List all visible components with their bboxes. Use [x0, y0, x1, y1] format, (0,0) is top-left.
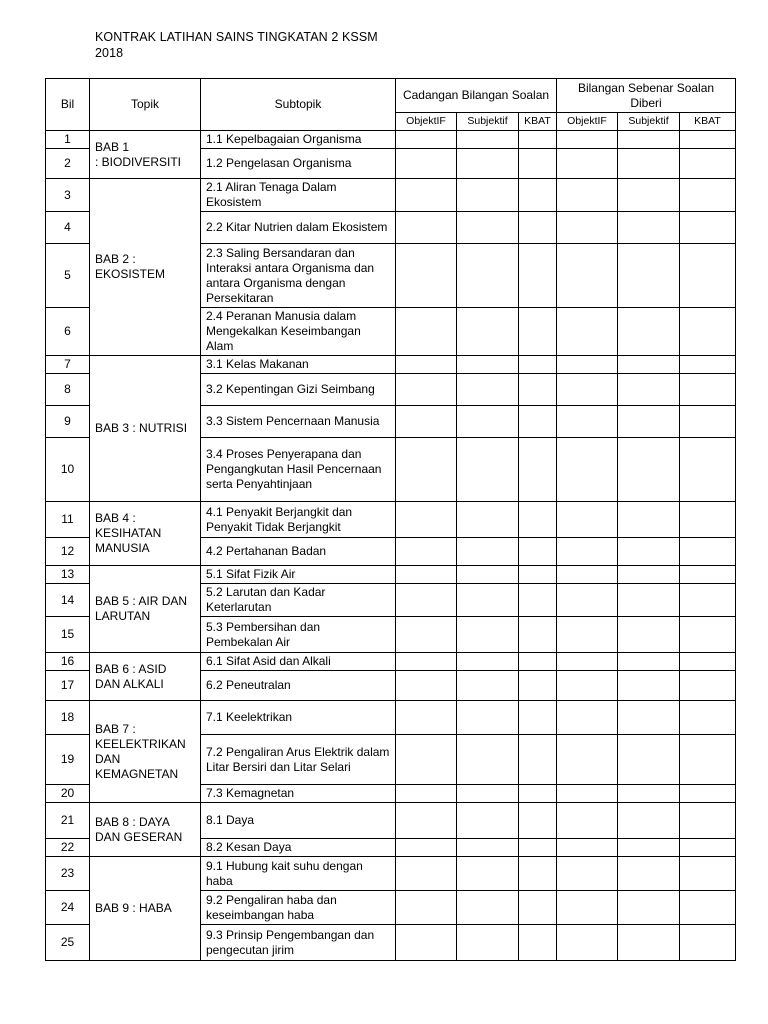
cell-sebenar-objektif[interactable] — [557, 502, 618, 538]
table-row — [46, 356, 736, 374]
row-subtopik: 8.1 Daya — [201, 803, 396, 839]
header-topik: Topik — [90, 79, 201, 131]
cell-cadangan-objektif[interactable] — [396, 502, 457, 538]
cell-cadangan-subjektif[interactable] — [457, 244, 519, 308]
cell-cadangan-kbat[interactable] — [519, 438, 557, 502]
cell-cadangan-subjektif[interactable] — [457, 701, 519, 735]
row-subtopik: 9.2 Pengaliran haba dan keseimbangan haba — [201, 891, 396, 925]
cell-cadangan-objektif[interactable] — [396, 803, 457, 839]
cell-sebenar-subjektif[interactable] — [618, 406, 680, 438]
row-subtopik: 2.2 Kitar Nutrien dalam Ekosistem — [201, 212, 396, 244]
row-bil: 2 — [46, 149, 90, 179]
cell-sebenar-objektif[interactable] — [557, 538, 618, 566]
row-subtopik: 3.2 Kepentingan Gizi Seimbang — [201, 374, 396, 406]
row-bil: 16 — [46, 653, 90, 671]
header-cadangan-kbat: KBAT — [519, 113, 557, 131]
cell-sebenar-objektif[interactable] — [557, 566, 618, 584]
cell-sebenar-objektif[interactable] — [557, 308, 618, 356]
cell-cadangan-objektif[interactable] — [396, 131, 457, 149]
row-subtopik: 2.3 Saling Bersandaran dan Interaksi antara Organisma dan antara Organisma dengan Persekitaran — [201, 244, 396, 308]
cell-cadangan-kbat[interactable] — [519, 566, 557, 584]
row-subtopik: 7.1 Keelektrikan — [201, 701, 396, 735]
cell-cadangan-objektif[interactable] — [396, 891, 457, 925]
cell-sebenar-objektif[interactable] — [557, 785, 618, 803]
cell-sebenar-subjektif[interactable] — [618, 438, 680, 502]
cell-cadangan-kbat[interactable] — [519, 925, 557, 961]
cell-sebenar-objektif[interactable] — [557, 179, 618, 212]
cell-cadangan-subjektif[interactable] — [457, 617, 519, 653]
cell-sebenar-subjektif[interactable] — [618, 803, 680, 839]
cell-sebenar-objektif[interactable] — [557, 406, 618, 438]
row-subtopik: 4.2 Pertahanan Badan — [201, 538, 396, 566]
cell-cadangan-subjektif[interactable] — [457, 566, 519, 584]
cell-cadangan-kbat[interactable] — [519, 653, 557, 671]
row-bil: 17 — [46, 671, 90, 701]
cell-cadangan-subjektif[interactable] — [457, 212, 519, 244]
cell-sebenar-subjektif[interactable] — [618, 653, 680, 671]
row-topik: BAB 2 : EKOSISTEM — [90, 179, 201, 356]
row-subtopik: 3.1 Kelas Makanan — [201, 356, 396, 374]
cell-sebenar-kbat[interactable] — [680, 566, 736, 584]
table-row — [46, 701, 736, 735]
cell-cadangan-subjektif[interactable] — [457, 653, 519, 671]
cell-cadangan-kbat[interactable] — [519, 735, 557, 785]
header-subtopik: Subtopik — [201, 79, 396, 131]
header-cadangan-objektif: ObjektIF — [396, 113, 457, 131]
cell-cadangan-subjektif[interactable] — [457, 925, 519, 961]
cell-cadangan-objektif[interactable] — [396, 244, 457, 308]
cell-cadangan-kbat[interactable] — [519, 617, 557, 653]
row-subtopik: 6.1 Sifat Asid dan Alkali — [201, 653, 396, 671]
cell-sebenar-subjektif[interactable] — [618, 584, 680, 617]
cell-cadangan-subjektif[interactable] — [457, 735, 519, 785]
row-bil: 15 — [46, 617, 90, 653]
row-bil: 9 — [46, 406, 90, 438]
cell-cadangan-objektif[interactable] — [396, 406, 457, 438]
cell-sebenar-objektif[interactable] — [557, 212, 618, 244]
cell-cadangan-subjektif[interactable] — [457, 839, 519, 857]
table-row — [46, 857, 736, 891]
cell-cadangan-objektif[interactable] — [396, 653, 457, 671]
cell-sebenar-objektif[interactable] — [557, 356, 618, 374]
table-row — [46, 803, 736, 839]
row-subtopik: 1.2 Pengelasan Organisma — [201, 149, 396, 179]
cell-cadangan-subjektif[interactable] — [457, 438, 519, 502]
cell-sebenar-objektif[interactable] — [557, 925, 618, 961]
cell-sebenar-subjektif[interactable] — [618, 356, 680, 374]
cell-sebenar-subjektif[interactable] — [618, 308, 680, 356]
row-subtopik: 3.3 Sistem Pencernaan Manusia — [201, 406, 396, 438]
row-subtopik: 2.4 Peranan Manusia dalam Mengekalkan Keseimbangan Alam — [201, 308, 396, 356]
table-body — [46, 131, 736, 961]
cell-cadangan-objektif[interactable] — [396, 925, 457, 961]
cell-cadangan-objektif[interactable] — [396, 149, 457, 179]
cell-cadangan-kbat[interactable] — [519, 179, 557, 212]
cell-sebenar-subjektif[interactable] — [618, 566, 680, 584]
row-subtopik: 7.2 Pengaliran Arus Elektrik dalam Litar Bersiri dan Litar Selari — [201, 735, 396, 785]
cell-sebenar-kbat[interactable] — [680, 701, 736, 735]
row-bil: 3 — [46, 179, 90, 212]
row-bil: 11 — [46, 502, 90, 538]
cell-sebenar-subjektif[interactable] — [618, 925, 680, 961]
table-row — [46, 502, 736, 538]
cell-cadangan-objektif[interactable] — [396, 538, 457, 566]
cell-sebenar-objektif[interactable] — [557, 374, 618, 406]
row-bil: 4 — [46, 212, 90, 244]
row-topik: BAB 3 : NUTRISI — [90, 356, 201, 502]
cell-cadangan-subjektif[interactable] — [457, 179, 519, 212]
cell-cadangan-objektif[interactable] — [396, 735, 457, 785]
header-sebenar-kbat: KBAT — [680, 113, 736, 131]
cell-cadangan-kbat[interactable] — [519, 701, 557, 735]
title-line-1: KONTRAK LATIHAN SAINS TINGKATAN 2 KSSM — [95, 30, 378, 44]
cell-cadangan-objektif[interactable] — [396, 857, 457, 891]
row-subtopik: 5.3 Pembersihan dan Pembekalan Air — [201, 617, 396, 653]
header-cadangan: Cadangan Bilangan Soalan — [396, 79, 557, 113]
cell-cadangan-objektif[interactable] — [396, 438, 457, 502]
cell-sebenar-kbat[interactable] — [680, 857, 736, 891]
cell-sebenar-kbat[interactable] — [680, 785, 736, 803]
cell-sebenar-kbat[interactable] — [680, 617, 736, 653]
table-row — [46, 179, 736, 212]
cell-cadangan-kbat[interactable] — [519, 149, 557, 179]
cell-cadangan-kbat[interactable] — [519, 839, 557, 857]
cell-cadangan-kbat[interactable] — [519, 891, 557, 925]
cell-sebenar-subjektif[interactable] — [618, 502, 680, 538]
cell-cadangan-objektif[interactable] — [396, 785, 457, 803]
cell-sebenar-subjektif[interactable] — [618, 839, 680, 857]
cell-sebenar-kbat[interactable] — [680, 925, 736, 961]
cell-sebenar-kbat[interactable] — [680, 356, 736, 374]
cell-cadangan-subjektif[interactable] — [457, 891, 519, 925]
cell-sebenar-kbat[interactable] — [680, 891, 736, 925]
cell-cadangan-kbat[interactable] — [519, 538, 557, 566]
cell-sebenar-subjektif[interactable] — [618, 701, 680, 735]
header-cadangan-subjektif: Subjektif — [457, 113, 519, 131]
cell-cadangan-objektif[interactable] — [396, 566, 457, 584]
cell-cadangan-objektif[interactable] — [396, 584, 457, 617]
row-subtopik: 8.2 Kesan Daya — [201, 839, 396, 857]
cell-cadangan-kbat[interactable] — [519, 502, 557, 538]
cell-sebenar-objektif[interactable] — [557, 857, 618, 891]
cell-sebenar-objektif[interactable] — [557, 438, 618, 502]
cell-sebenar-objektif[interactable] — [557, 803, 618, 839]
cell-sebenar-subjektif[interactable] — [618, 891, 680, 925]
row-subtopik: 3.4 Proses Penyerapana dan Pengangkutan Hasil Pencernaan serta Penyahtinjaan — [201, 438, 396, 502]
cell-cadangan-kbat[interactable] — [519, 803, 557, 839]
cell-sebenar-kbat[interactable] — [680, 179, 736, 212]
cell-cadangan-kbat[interactable] — [519, 671, 557, 701]
cell-cadangan-objektif[interactable] — [396, 374, 457, 406]
cell-cadangan-subjektif[interactable] — [457, 308, 519, 356]
cell-cadangan-kbat[interactable] — [519, 244, 557, 308]
cell-cadangan-kbat[interactable] — [519, 785, 557, 803]
cell-sebenar-kbat[interactable] — [680, 438, 736, 502]
cell-sebenar-subjektif[interactable] — [618, 374, 680, 406]
row-bil: 12 — [46, 538, 90, 566]
cell-sebenar-subjektif[interactable] — [618, 131, 680, 149]
cell-sebenar-kbat[interactable] — [680, 803, 736, 839]
cell-cadangan-subjektif[interactable] — [457, 374, 519, 406]
row-subtopik: 2.1 Aliran Tenaga Dalam Ekosistem — [201, 179, 396, 212]
cell-cadangan-kbat[interactable] — [519, 406, 557, 438]
header-sebenar: Bilangan Sebenar Soalan Diberi — [557, 79, 736, 113]
cell-cadangan-objektif[interactable] — [396, 701, 457, 735]
row-bil: 8 — [46, 374, 90, 406]
cell-sebenar-kbat[interactable] — [680, 671, 736, 701]
cell-sebenar-subjektif[interactable] — [618, 149, 680, 179]
cell-sebenar-subjektif[interactable] — [618, 538, 680, 566]
row-bil: 5 — [46, 244, 90, 308]
cell-sebenar-subjektif[interactable] — [618, 857, 680, 891]
table-row — [46, 131, 736, 149]
row-bil: 13 — [46, 566, 90, 584]
cell-cadangan-kbat[interactable] — [519, 356, 557, 374]
cell-sebenar-objektif[interactable] — [557, 671, 618, 701]
cell-sebenar-kbat[interactable] — [680, 502, 736, 538]
cell-cadangan-subjektif[interactable] — [457, 356, 519, 374]
row-subtopik: 5.1 Sifat Fizik Air — [201, 566, 396, 584]
row-subtopik: 9.1 Hubung kait suhu dengan haba — [201, 857, 396, 891]
cell-cadangan-subjektif[interactable] — [457, 857, 519, 891]
header-bil: Bil — [46, 79, 90, 131]
row-topik: BAB 8 : DAYA DAN GESERAN — [90, 803, 201, 857]
row-topik: BAB 9 : HABA — [90, 857, 201, 961]
cell-cadangan-kbat[interactable] — [519, 857, 557, 891]
row-subtopik: 5.2 Larutan dan Kadar Keterlarutan — [201, 584, 396, 617]
row-bil: 14 — [46, 584, 90, 617]
cell-sebenar-objektif[interactable] — [557, 149, 618, 179]
cell-cadangan-objektif[interactable] — [396, 179, 457, 212]
row-bil: 10 — [46, 438, 90, 502]
cell-sebenar-subjektif[interactable] — [618, 671, 680, 701]
cell-sebenar-objektif[interactable] — [557, 584, 618, 617]
table-row — [46, 566, 736, 584]
cell-sebenar-kbat[interactable] — [680, 244, 736, 308]
cell-sebenar-kbat[interactable] — [680, 308, 736, 356]
row-topik: BAB 1 : BIODIVERSITI — [90, 131, 201, 179]
row-bil: 20 — [46, 785, 90, 803]
kontrak-table — [45, 78, 736, 961]
header-sebenar-objektif: ObjektIF — [557, 113, 618, 131]
cell-cadangan-kbat[interactable] — [519, 212, 557, 244]
row-bil: 1 — [46, 131, 90, 149]
cell-cadangan-objektif[interactable] — [396, 356, 457, 374]
cell-sebenar-kbat[interactable] — [680, 374, 736, 406]
row-topik: BAB 7 : KEELEKTRIKAN DAN KEMAGNETAN — [90, 701, 201, 803]
cell-sebenar-kbat[interactable] — [680, 839, 736, 857]
cell-sebenar-objektif[interactable] — [557, 891, 618, 925]
cell-sebenar-objektif[interactable] — [557, 244, 618, 308]
cell-cadangan-subjektif[interactable] — [457, 131, 519, 149]
cell-cadangan-subjektif[interactable] — [457, 538, 519, 566]
cell-cadangan-subjektif[interactable] — [457, 671, 519, 701]
cell-sebenar-kbat[interactable] — [680, 406, 736, 438]
cell-cadangan-objektif[interactable] — [396, 308, 457, 356]
cell-cadangan-kbat[interactable] — [519, 308, 557, 356]
cell-sebenar-objektif[interactable] — [557, 131, 618, 149]
row-bil: 25 — [46, 925, 90, 961]
cell-cadangan-objektif[interactable] — [396, 212, 457, 244]
row-bil: 7 — [46, 356, 90, 374]
row-bil: 19 — [46, 735, 90, 785]
row-bil: 23 — [46, 857, 90, 891]
row-bil: 22 — [46, 839, 90, 857]
document-title — [95, 29, 378, 61]
cell-cadangan-subjektif[interactable] — [457, 149, 519, 179]
title-line-2: 2018 — [95, 46, 124, 60]
cell-sebenar-kbat[interactable] — [680, 131, 736, 149]
cell-sebenar-objektif[interactable] — [557, 701, 618, 735]
row-topik: BAB 4 : KESIHATAN MANUSIA — [90, 502, 201, 566]
row-bil: 18 — [46, 701, 90, 735]
cell-cadangan-objektif[interactable] — [396, 617, 457, 653]
header-sebenar-subjektif: Subjektif — [618, 113, 680, 131]
row-bil: 6 — [46, 308, 90, 356]
cell-cadangan-kbat[interactable] — [519, 584, 557, 617]
cell-cadangan-objektif[interactable] — [396, 839, 457, 857]
row-bil: 21 — [46, 803, 90, 839]
cell-cadangan-subjektif[interactable] — [457, 502, 519, 538]
cell-sebenar-subjektif[interactable] — [618, 179, 680, 212]
row-subtopik: 9.3 Prinsip Pengembangan dan pengecutan jirim — [201, 925, 396, 961]
row-topik: BAB 5 : AIR DAN LARUTAN — [90, 566, 201, 653]
table-row — [46, 653, 736, 671]
cell-cadangan-kbat[interactable] — [519, 131, 557, 149]
cell-cadangan-subjektif[interactable] — [457, 406, 519, 438]
row-bil: 24 — [46, 891, 90, 925]
cell-cadangan-subjektif[interactable] — [457, 803, 519, 839]
cell-sebenar-subjektif[interactable] — [618, 617, 680, 653]
cell-sebenar-objektif[interactable] — [557, 617, 618, 653]
cell-cadangan-subjektif[interactable] — [457, 785, 519, 803]
row-topik: BAB 6 : ASID DAN ALKALI — [90, 653, 201, 701]
cell-sebenar-kbat[interactable] — [680, 735, 736, 785]
cell-sebenar-subjektif[interactable] — [618, 212, 680, 244]
cell-sebenar-kbat[interactable] — [680, 653, 736, 671]
cell-sebenar-subjektif[interactable] — [618, 785, 680, 803]
cell-cadangan-kbat[interactable] — [519, 374, 557, 406]
cell-sebenar-kbat[interactable] — [680, 149, 736, 179]
cell-sebenar-subjektif[interactable] — [618, 244, 680, 308]
cell-sebenar-subjektif[interactable] — [618, 735, 680, 785]
cell-sebenar-objektif[interactable] — [557, 839, 618, 857]
row-subtopik: 1.1 Kepelbagaian Organisma — [201, 131, 396, 149]
cell-sebenar-objektif[interactable] — [557, 653, 618, 671]
cell-sebenar-kbat[interactable] — [680, 212, 736, 244]
cell-cadangan-subjektif[interactable] — [457, 584, 519, 617]
row-subtopik: 6.2 Peneutralan — [201, 671, 396, 701]
cell-sebenar-kbat[interactable] — [680, 584, 736, 617]
cell-sebenar-kbat[interactable] — [680, 538, 736, 566]
cell-cadangan-objektif[interactable] — [396, 671, 457, 701]
row-subtopik: 7.3 Kemagnetan — [201, 785, 396, 803]
cell-sebenar-objektif[interactable] — [557, 735, 618, 785]
row-subtopik: 4.1 Penyakit Berjangkit dan Penyakit Tidak Berjangkit — [201, 502, 396, 538]
